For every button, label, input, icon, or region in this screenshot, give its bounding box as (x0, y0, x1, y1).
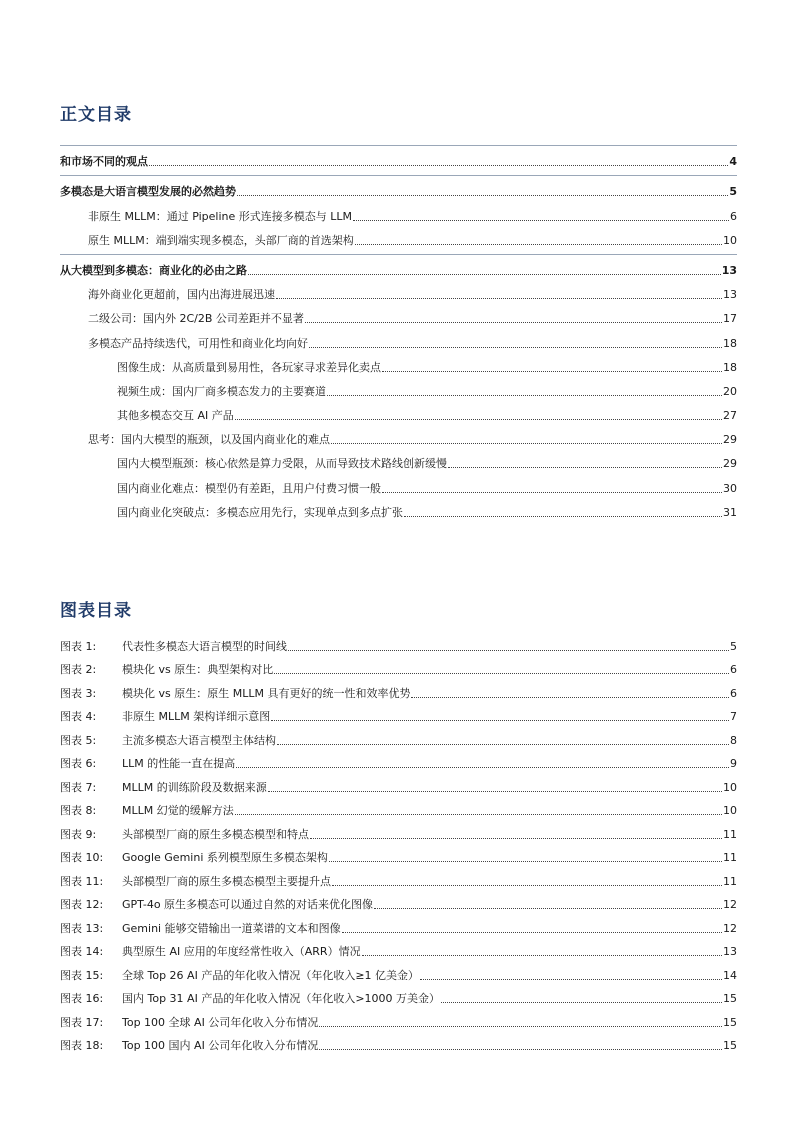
figure-entry-page: 15 (723, 1015, 737, 1029)
figure-entry-page: 9 (730, 757, 737, 770)
figure-label: 图表 3: (60, 686, 97, 700)
figure-entry-text (60, 640, 287, 654)
toc-entry-title: 图像生成：从高质量到易用性，各玩家寻求差异化卖点 (117, 360, 381, 374)
dot-leader (353, 220, 729, 221)
toc-entry-page: 10 (723, 233, 737, 247)
figure-entry-page: 11 (723, 851, 737, 864)
figure-title: 模块化 vs 原生：原生 MLLM 具有更好的统一性和效率优势 (122, 686, 411, 700)
figure-title: 头部模型厂商的原生多模态模型主要提升点 (122, 874, 331, 888)
figure-title: 非原生 MLLM 架构详细示意图 (122, 710, 271, 723)
figure-entry-page: 10 (723, 780, 737, 794)
dot-leader (327, 395, 722, 396)
figure-entry-text (60, 1039, 318, 1053)
figure-entry-text (60, 1016, 318, 1030)
figure-entry-text (60, 804, 234, 818)
dot-leader (277, 744, 729, 745)
figure-entry[interactable] (60, 654, 737, 678)
toc-entry-page: 30 (723, 481, 737, 495)
toc-entry-page: 29 (723, 433, 737, 447)
figure-label: 图表 14: (60, 945, 104, 958)
figure-entry[interactable] (60, 983, 737, 1007)
figure-title: 主流多模态大语言模型主体结构 (122, 733, 276, 747)
toc-entry-page: 13 (723, 288, 737, 302)
toc-entry[interactable] (60, 224, 737, 248)
figure-label: 图表 4: (60, 710, 97, 723)
figure-title: GPT-4o 原生多模态可以通过自然的对话来优化图像 (122, 898, 374, 911)
figure-entry-text (60, 875, 331, 889)
dot-leader (319, 1026, 722, 1027)
figure-entry-page: 6 (730, 686, 737, 700)
figure-entry[interactable] (60, 748, 737, 772)
figure-entry-page: 12 (723, 921, 737, 935)
figure-entry[interactable] (60, 771, 737, 795)
toc-entry[interactable] (60, 145, 737, 169)
toc-entry[interactable] (60, 175, 737, 199)
dot-leader (382, 492, 722, 493)
toc-entry[interactable] (60, 278, 737, 302)
figure-title: 模块化 vs 原生：典型架构对比 (122, 663, 274, 676)
figure-entry[interactable] (60, 959, 737, 983)
dot-leader (448, 467, 722, 468)
toc-entry-title: 视频生成：国内厂商多模态发力的主要赛道 (117, 384, 326, 398)
toc-entry[interactable] (60, 254, 737, 278)
figure-title: 全球 Top 26 AI 产品的年化收入情况（年化收入≥1 亿美金） (122, 968, 420, 982)
figure-label: 图表 6: (60, 757, 97, 770)
toc-entry-page: 31 (723, 505, 737, 519)
dot-leader (420, 979, 722, 980)
figure-entry[interactable] (60, 865, 737, 889)
figure-list (60, 630, 737, 1053)
figure-entry-text (60, 710, 270, 724)
toc-entry[interactable] (60, 199, 737, 223)
toc-entry-title: 思考：国内大模型的瓶颈，以及国内商业化的难点 (88, 433, 330, 447)
figure-entry[interactable] (60, 818, 737, 842)
dot-leader (355, 244, 722, 245)
toc-entry-page: 13 (721, 263, 737, 277)
figure-label: 图表 17: (60, 1015, 104, 1029)
figure-label: 图表 12: (60, 898, 104, 911)
figure-entry-page: 5 (730, 639, 737, 653)
figure-label: 图表 5: (60, 733, 97, 747)
figure-entry-text (60, 734, 276, 748)
dot-leader (382, 371, 722, 372)
dot-leader (248, 274, 721, 275)
figure-label: 图表 15: (60, 968, 104, 982)
toc-entry[interactable] (60, 399, 737, 423)
toc-entry-title: 二级公司：国内外 2C/2B 公司差距并不显著 (88, 312, 304, 326)
figure-entry-text (60, 757, 235, 771)
figure-entry[interactable] (60, 701, 737, 725)
figure-label: 图表 13: (60, 921, 104, 935)
toc-entry-title: 国内商业化难点：模型仍有差距，且用户付费习惯一般 (117, 481, 381, 495)
dot-leader (332, 885, 722, 886)
toc-entry[interactable] (60, 375, 737, 399)
figure-entry-text (60, 828, 309, 842)
toc-entry[interactable] (60, 351, 737, 375)
toc-entry-title: 非原生 MLLM：通过 Pipeline 形式连接多模态与 LLM (88, 209, 353, 223)
dot-leader (305, 322, 722, 323)
figure-label: 图表 9: (60, 827, 97, 841)
figure-list-heading: 图表目录 (60, 601, 132, 621)
figure-title: MLLM 的训练阶段及数据来源 (122, 780, 267, 794)
toc-entry-page: 4 (729, 155, 737, 169)
figure-entry-page: 11 (723, 827, 737, 841)
dot-leader (310, 838, 722, 839)
figure-entry-page: 15 (723, 1039, 737, 1052)
figure-entry-text (60, 663, 273, 677)
figure-label: 图表 18: (60, 1039, 104, 1052)
dot-leader (149, 165, 728, 166)
figure-entry-page: 8 (730, 733, 737, 747)
figure-entry-text (60, 898, 373, 912)
toc-entry-page: 5 (729, 185, 737, 199)
figure-label: 图表 16: (60, 992, 104, 1005)
toc-entry-page: 27 (723, 409, 737, 423)
figure-entry-text (60, 851, 328, 865)
toc-entry[interactable] (60, 302, 737, 326)
toc-entry-title: 和市场不同的观点 (60, 155, 148, 169)
dot-leader (268, 791, 722, 792)
figure-entry-text (60, 992, 440, 1006)
toc-entry-page: 6 (730, 209, 737, 223)
figure-entry[interactable] (60, 724, 737, 748)
dot-leader (404, 516, 722, 517)
dot-leader (362, 955, 722, 956)
toc-entry-title: 海外商业化更超前，国内出海进展迅速 (88, 288, 275, 302)
toc-heading: 正文目录 (60, 105, 132, 125)
dot-leader (342, 932, 722, 933)
figure-entry[interactable] (60, 1030, 737, 1054)
figure-entry-page: 6 (730, 663, 737, 676)
figure-entry-text (60, 969, 419, 983)
figure-entry-text (60, 781, 267, 795)
dot-leader (274, 673, 729, 674)
figure-title: Top 100 国内 AI 公司年化收入分布情况 (122, 1039, 319, 1052)
toc-entry[interactable] (60, 496, 737, 520)
dot-leader (288, 650, 729, 651)
figure-title: 国内 Top 31 AI 产品的年化收入情况（年化收入>1000 万美金） (122, 992, 441, 1005)
toc-entry[interactable] (60, 423, 737, 447)
figure-entry-page: 15 (723, 992, 737, 1005)
dot-leader (235, 419, 722, 420)
toc-entry-title: 国内商业化突破点：多模态应用先行，实现单点到多点扩张 (117, 505, 403, 519)
toc-entry-page: 17 (723, 312, 737, 326)
figure-entry[interactable] (60, 1006, 737, 1030)
figure-entry[interactable] (60, 936, 737, 960)
toc-entry-title: 多模态产品持续迭代，可用性和商业化均向好 (88, 336, 308, 350)
dot-leader (237, 195, 728, 196)
toc-entry[interactable] (60, 326, 737, 350)
figure-title: Top 100 全球 AI 公司年化收入分布情况 (122, 1015, 319, 1029)
dot-leader (374, 908, 722, 909)
dot-leader (329, 861, 722, 862)
dot-leader (331, 443, 722, 444)
figure-entry-text (60, 687, 410, 701)
figure-title: 代表性多模态大语言模型的时间线 (122, 639, 287, 653)
figure-title: Google Gemini 系列模型原生多模态架构 (122, 851, 328, 864)
figure-entry-page: 14 (723, 968, 737, 982)
figure-entry[interactable] (60, 630, 737, 654)
figure-title: 头部模型厂商的原生多模态模型和特点 (122, 827, 309, 841)
dot-leader (276, 298, 722, 299)
toc-entry-title: 国内大模型瓶颈：核心依然是算力受限，从而导致技术路线创新缓慢 (117, 457, 447, 471)
figure-label: 图表 10: (60, 851, 104, 864)
figure-title: MLLM 幻觉的缓解方法 (122, 804, 234, 817)
toc-entry-title: 多模态是大语言模型发展的必然趋势 (60, 185, 236, 199)
toc-entry-page: 29 (723, 457, 737, 471)
figure-entry[interactable] (60, 842, 737, 866)
figure-entry-text (60, 945, 361, 959)
figure-entry-page: 11 (723, 874, 737, 888)
figure-title: Gemini 能够交错输出一道菜谱的文本和图像 (122, 921, 341, 935)
dot-leader (236, 767, 729, 768)
dot-leader (235, 814, 722, 815)
figure-label: 图表 1: (60, 639, 97, 653)
toc-entry-page: 18 (723, 336, 737, 350)
figure-entry-text (60, 922, 341, 936)
toc-entry-page: 20 (723, 384, 737, 398)
figure-entry-page: 12 (723, 898, 737, 911)
toc-list (60, 145, 737, 520)
dot-leader (441, 1002, 722, 1003)
figure-title: 典型原生 AI 应用的年度经常性收入（ARR）情况 (122, 945, 361, 958)
dot-leader (271, 720, 729, 721)
toc-entry-page: 18 (723, 360, 737, 374)
dot-leader (319, 1049, 722, 1050)
toc-entry[interactable] (60, 447, 737, 471)
figure-entry-page: 7 (730, 710, 737, 723)
figure-title: LLM 的性能一直在提高 (122, 757, 236, 770)
dot-leader (309, 347, 722, 348)
toc-entry-title: 从大模型到多模态：商业化的必由之路 (60, 263, 247, 277)
figure-entry[interactable] (60, 889, 737, 913)
figure-entry-page: 13 (723, 945, 737, 958)
figure-label: 图表 2: (60, 663, 97, 676)
figure-entry[interactable] (60, 795, 737, 819)
dot-leader (411, 697, 729, 698)
figure-label: 图表 11: (60, 874, 104, 888)
figure-label: 图表 7: (60, 780, 97, 794)
toc-entry-title: 原生 MLLM：端到端实现多模态，头部厂商的首选架构 (88, 233, 354, 247)
toc-entry[interactable] (60, 471, 737, 495)
figure-entry[interactable] (60, 912, 737, 936)
figure-label: 图表 8: (60, 804, 97, 817)
figure-entry[interactable] (60, 677, 737, 701)
toc-entry-title: 其他多模态交互 AI 产品 (117, 409, 234, 423)
figure-entry-page: 10 (723, 804, 737, 817)
